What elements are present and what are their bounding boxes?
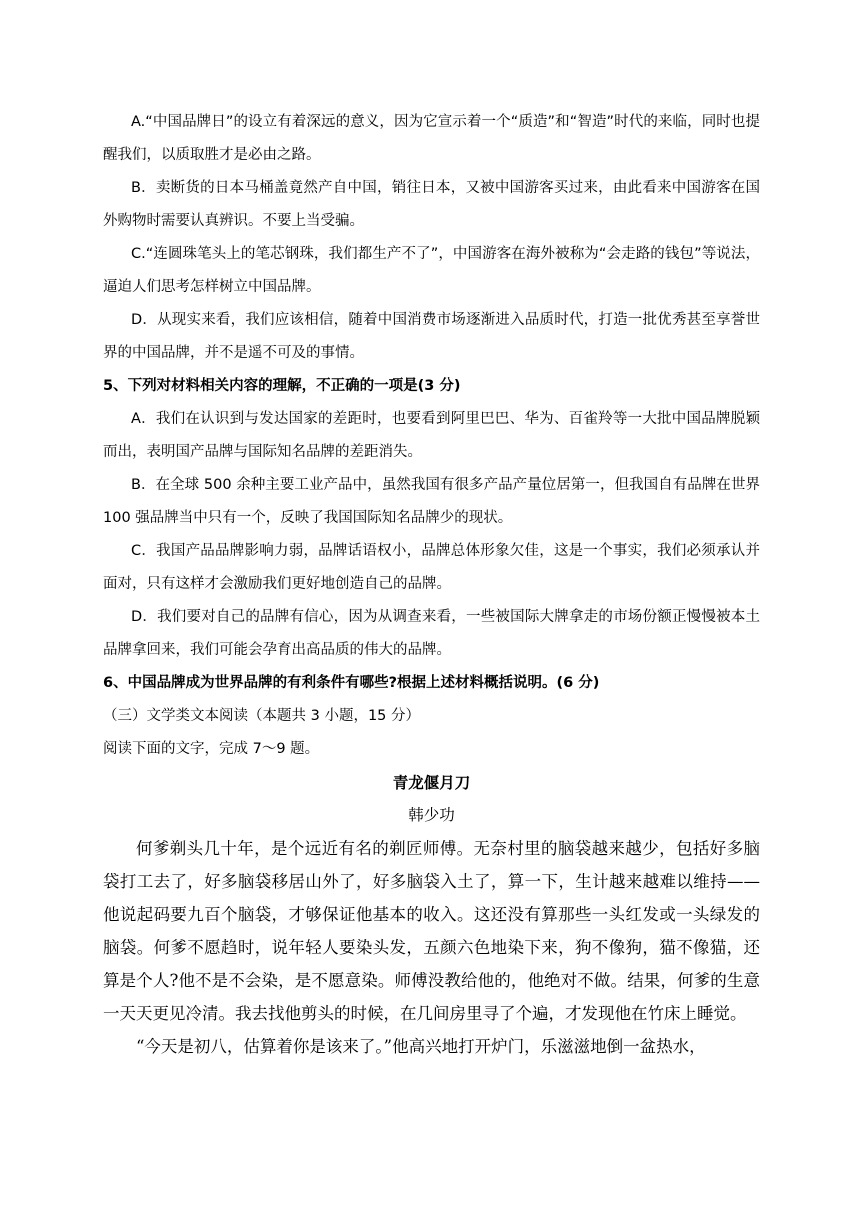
page-content xyxy=(103,106,760,1063)
question-4-options xyxy=(103,106,760,370)
story-paragraph: “今天是初八，估算着你是该来了。”他高兴地打开炉门，乐滋滋地倒一盆热水， xyxy=(136,1037,706,1056)
section-3 xyxy=(103,700,760,766)
q4-option-d: D．从现实来看，我们应该相信，随着中国消费市场逐渐进入品质时代，打造一批优秀甚至享誉世界的中国品牌，并不是遥不可及的事情。 xyxy=(103,312,760,361)
question-6 xyxy=(103,667,760,700)
story-author: 韩少功 xyxy=(408,806,455,824)
q4-option-b: B．卖断货的日本马桶盖竟然产自中国，销往日本，又被中国游客买过来，由此看来中国游客在国外购物时需要认真辨识。不要上当受骗。 xyxy=(103,180,760,229)
story-title: 青龙偃月刀 xyxy=(392,773,471,792)
q5-option-c: C．我国产品品牌影响力弱，品牌话语权小，品牌总体形象欠佳，这是一个事实，我们必须承认并面对，只有这样才会激励我们更好地创造自己的品牌。 xyxy=(103,543,760,592)
question-5 xyxy=(103,370,760,667)
q4-option-c: C.“连圆珠笔头上的笔芯钢珠，我们都生产不了”，中国游客在海外被称为“会走路的钱包”等说法，逼迫人们思考怎样树立中国品牌。 xyxy=(103,246,760,295)
q6-stem: 6、中国品牌成为世界品牌的有利条件有哪些?根据上述材料概括说明。(6 分) xyxy=(103,675,600,691)
q5-stem: 5、下列对材料相关内容的理解，不正确的一项是(3 分) xyxy=(103,378,461,394)
story-paragraph: 何爹剃头几十年，是个远近有名的剃匠师傅。无奈村里的脑袋越来越少，包括好多脑袋打工去了，好多脑袋移居山外了，好多脑袋入土了，算一下，生计越来越难以维持——他说起码要九百个脑袋，才够保证他基本的收入。这还没有算那些一头红发或一头绿发的脑袋。何爹不愿趋时，说年轻人要染头发，五颜六色地染下来，狗不像狗，猫不像猫，还算是个人?他不是不会染，是不愿意染。师傅没教给他的，他绝对不做。结果，何爹的生意一天天更见冷清。我去找他剪头的时候，在几间房里寻了个遍，才发现他在竹床上睡觉。 xyxy=(103,839,760,1023)
q4-option-a: A.“中国品牌日”的设立有着深远的意义，因为它宣示着一个“质造”和“智造”时代的来临，同时也提醒我们，以质取胜才是必由之路。 xyxy=(103,114,760,163)
story xyxy=(103,766,760,1063)
q5-option-d: D．我们要对自己的品牌有信心，因为从调查来看，一些被国际大牌拿走的市场份额正慢慢被本土品牌拿回来，我们可能会孕育出高品质的伟大的品牌。 xyxy=(103,609,760,658)
q5-option-a: A．我们在认识到与发达国家的差距时，也要看到阿里巴巴、华为、百雀羚等一大批中国品牌脱颖而出，表明国产品牌与国际知名品牌的差距消失。 xyxy=(103,411,760,460)
section-3-instruction: 阅读下面的文字，完成 7～9 题。 xyxy=(103,741,320,757)
section-3-heading: （三）文学类文本阅读（本题共 3 小题，15 分） xyxy=(103,708,421,724)
q5-option-b: B．在全球 500 余种主要工业产品中，虽然我国有很多产品产量位居第一，但我国自有品牌在世界 100 强品牌当中只有一个，反映了我国国际知名品牌少的现状。 xyxy=(103,477,760,526)
